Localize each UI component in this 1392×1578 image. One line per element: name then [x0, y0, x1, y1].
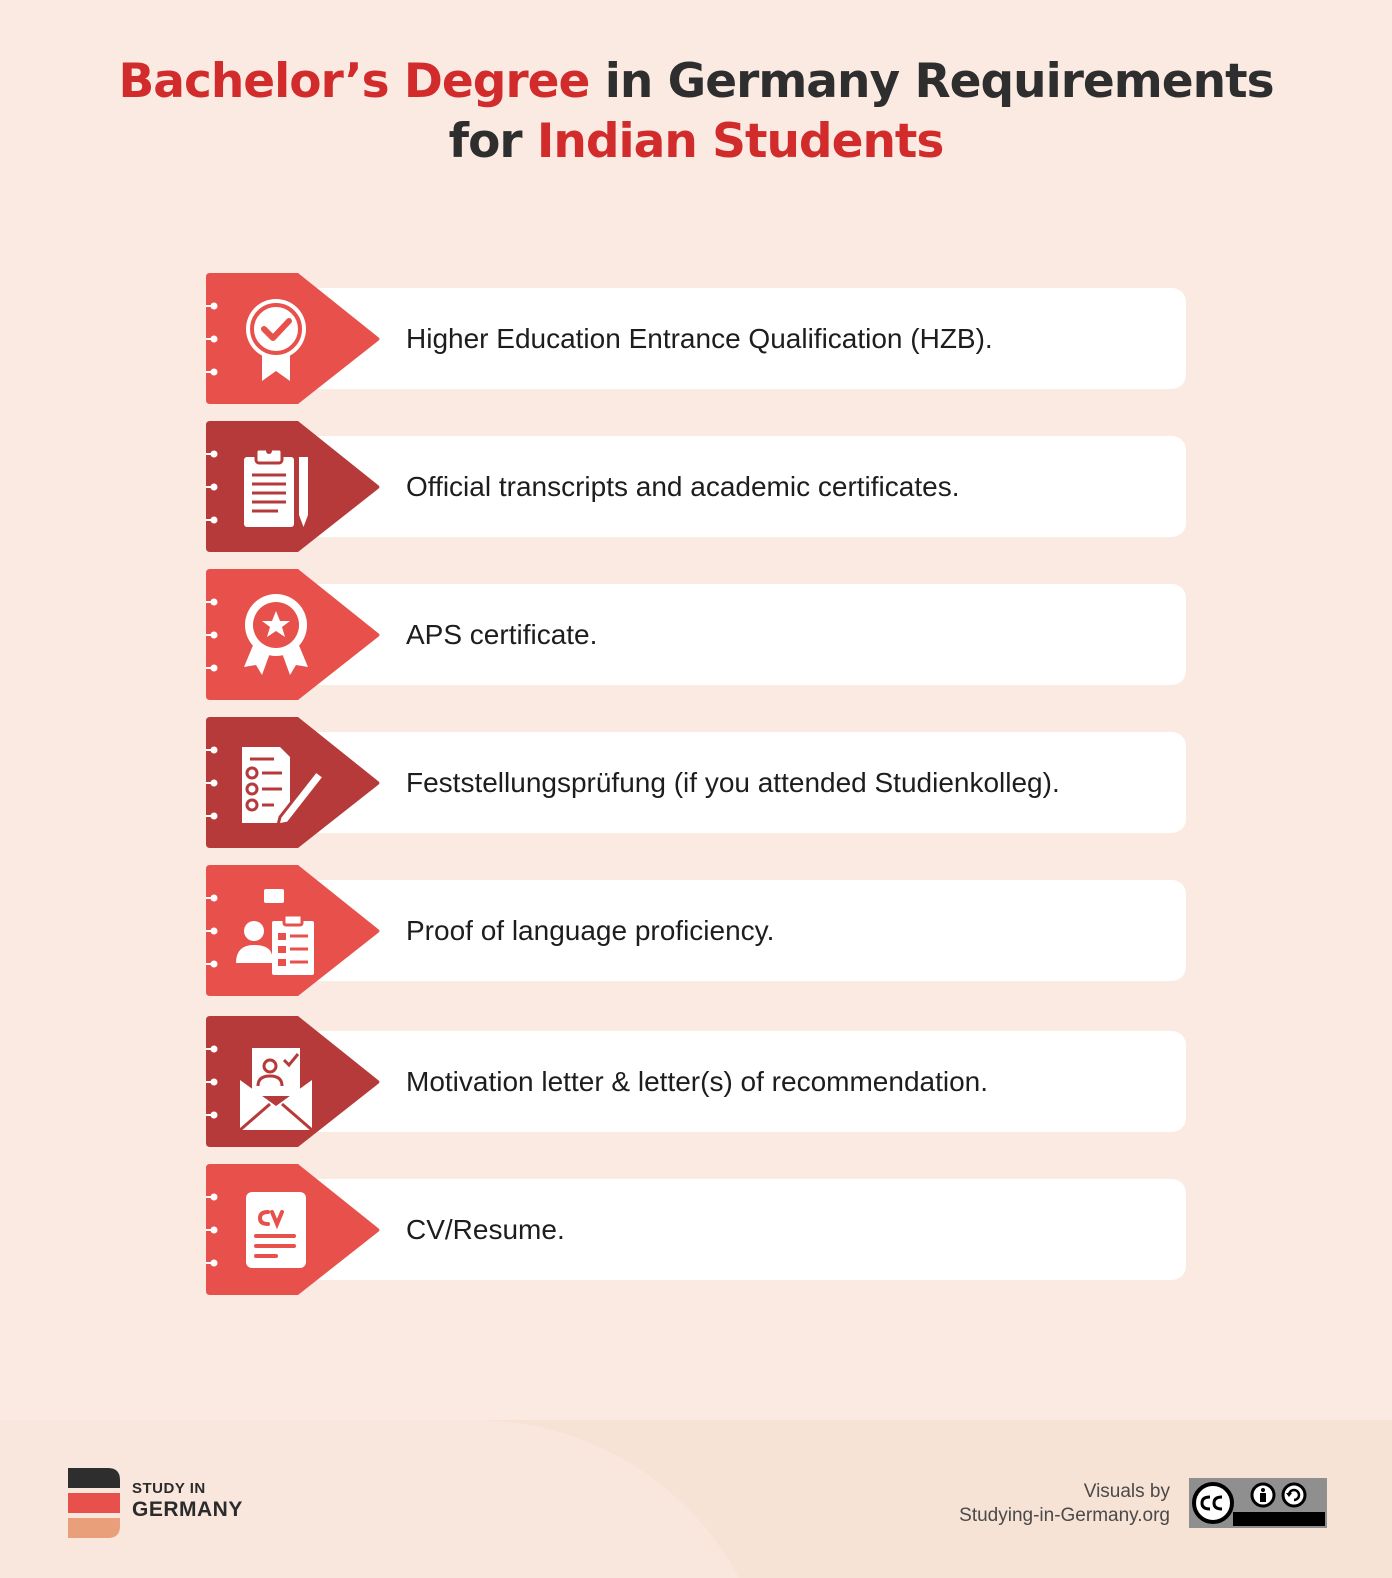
requirement-text: Proof of language proficiency.: [406, 915, 775, 946]
footer: [0, 1420, 1392, 1578]
requirement-tab: [206, 717, 381, 848]
requirement-tab: [206, 421, 381, 552]
requirement-text: Motivation letter & letter(s) of recommendation.: [406, 1066, 989, 1097]
study-in-germany-logo: [68, 1468, 120, 1538]
requirement-text: Feststellungsprüfung (if you attended Studienkolleg).: [406, 767, 1060, 798]
exam-checklist-icon: [234, 735, 330, 831]
title-line-1: Bachelor’s Degree in Germany Requirements: [118, 54, 1274, 109]
requirement-tab: [206, 569, 381, 700]
requirement-text: Official transcripts and academic certificates.: [406, 471, 960, 502]
award-star-icon: [238, 587, 314, 683]
clipboard-document-icon: [238, 439, 314, 535]
requirement-item-1: [206, 273, 1186, 404]
requirement-item-7: [206, 1164, 1186, 1295]
cv-document-icon: [238, 1182, 314, 1278]
requirement-text: APS certificate.: [406, 619, 598, 650]
requirement-item-3: [206, 569, 1186, 700]
requirement-text: Higher Education Entrance Qualification (HZB).: [406, 323, 993, 354]
requirement-tab: [206, 1164, 381, 1295]
requirement-item-6: [206, 1016, 1186, 1147]
envelope-letter-icon: [236, 1034, 316, 1130]
requirement-item-2: [206, 421, 1186, 552]
page-title: [0, 52, 1392, 172]
requirement-text: CV/Resume.: [406, 1214, 565, 1245]
requirement-tab: [206, 865, 381, 996]
title-line-2: for Indian Students: [448, 114, 944, 169]
requirement-item-4: [206, 717, 1186, 848]
creative-commons-by-sa-badge: [1189, 1478, 1327, 1528]
certificate-check-icon: [238, 291, 314, 387]
person-checklist-icon: [234, 883, 324, 979]
visuals-credit: Visuals by Studying-in-Germany.org: [959, 1481, 1170, 1526]
logo-wordmark: STUDY IN GERMANY: [132, 1480, 243, 1521]
requirement-tab: [206, 273, 381, 404]
requirement-tab: [206, 1016, 381, 1147]
requirement-item-5: [206, 865, 1186, 996]
